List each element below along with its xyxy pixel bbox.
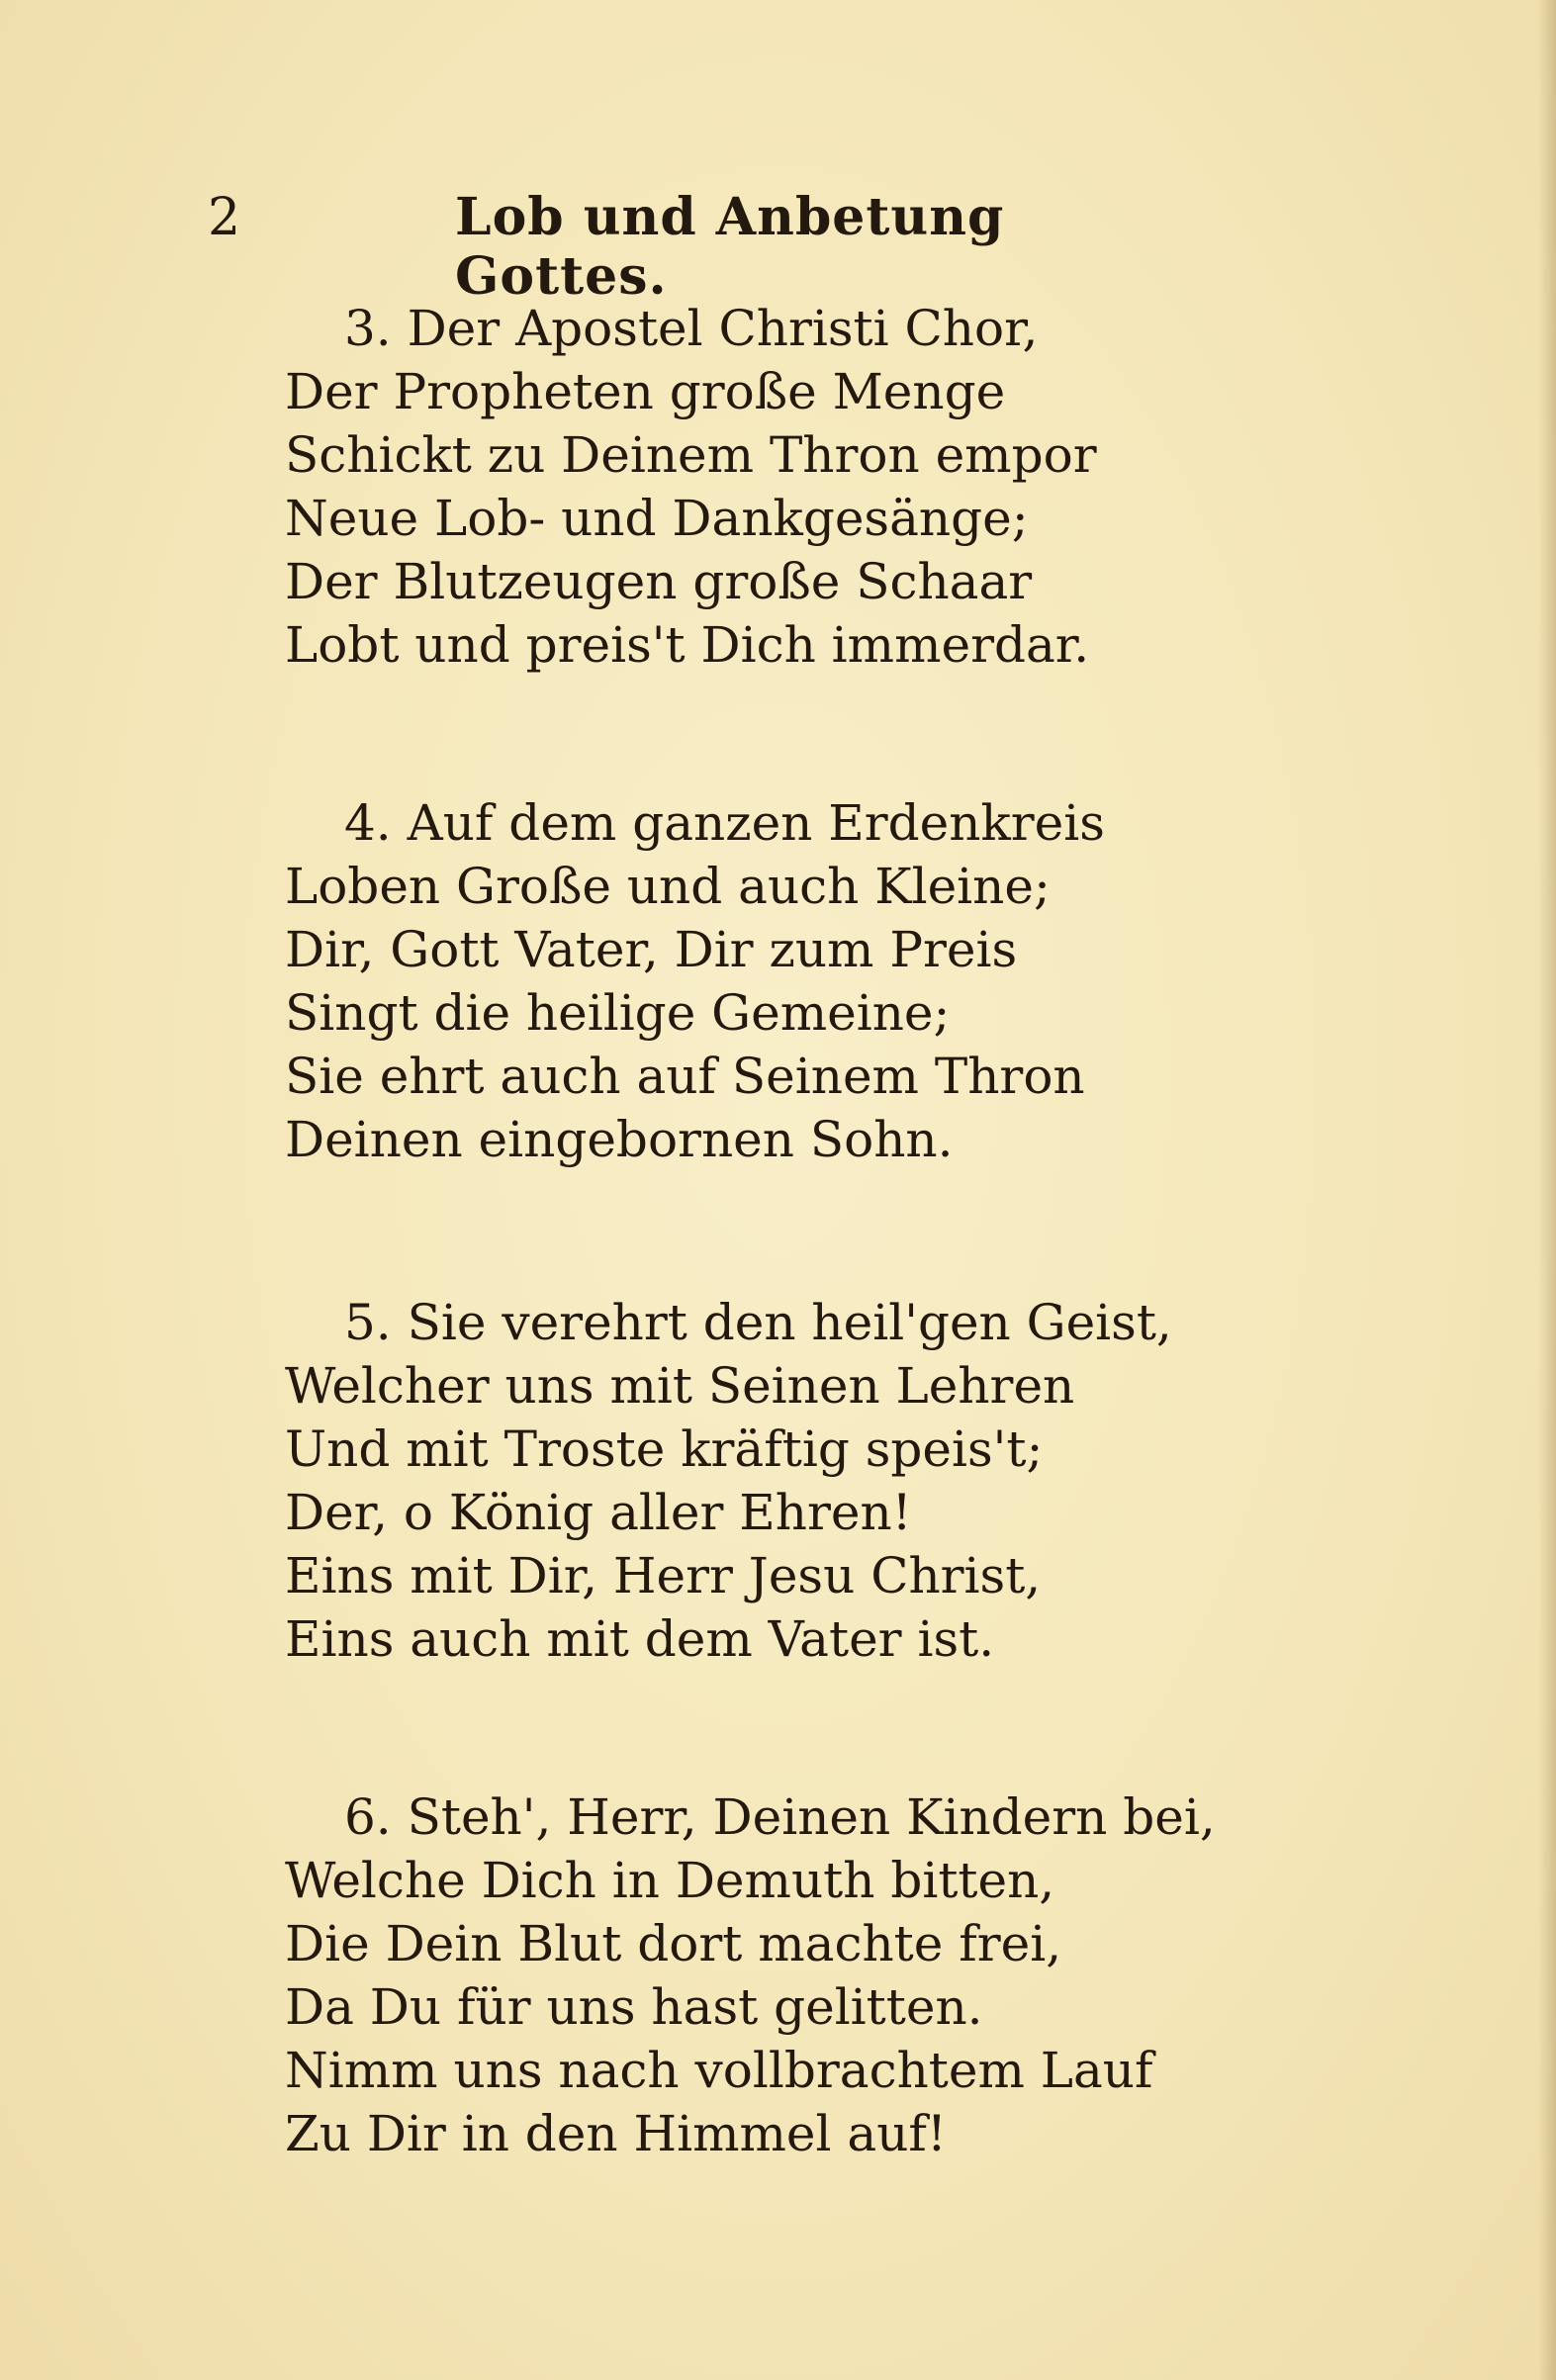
verse-line: Der Propheten große Menge	[285, 363, 1006, 420]
running-title: Lob und Anbetung Gottes.	[455, 187, 1005, 307]
verse-line: Und mit Troste kräftig speis't;	[285, 1420, 1044, 1478]
page-header	[208, 187, 1197, 307]
page-edge-shadow	[1538, 0, 1556, 2380]
verse-line: 5. Sie verehrt den heil'gen Geist,	[344, 1294, 1172, 1351]
verse-line: Singt die heilige Gemeine;	[285, 984, 951, 1042]
verse-line: Deinen eingebornen Sohn.	[285, 1111, 954, 1168]
stanza-3	[285, 297, 1324, 677]
verse-line: Da Du für uns hast gelitten.	[285, 1978, 983, 2036]
verse-line: Der, o König aller Ehren!	[285, 1484, 912, 1541]
verse-line: Der Blutzeugen große Schaar	[285, 553, 1033, 610]
verse-line: Welche Dich in Demuth bitten,	[285, 1852, 1055, 1909]
stanza-5	[285, 1291, 1324, 1671]
verse-line: 6. Steh', Herr, Deinen Kindern bei,	[344, 1788, 1216, 1846]
verse-line: Lobt und preis't Dich immerdar.	[285, 616, 1090, 674]
verse-line: 3. Der Apostel Christi Chor,	[344, 300, 1039, 357]
verse-line: Neue Lob- und Dankgesänge;	[285, 490, 1029, 547]
verse-line: Zu Dir in den Himmel auf!	[285, 2105, 947, 2162]
verse-line: Die Dein Blut dort machte frei,	[285, 1915, 1062, 1972]
verse-line: Welcher uns mit Seinen Lehren	[285, 1357, 1075, 1415]
page-number: 2	[208, 188, 241, 247]
verse-line: Eins auch mit dem Vater ist.	[285, 1610, 995, 1668]
verse-line: Schickt zu Deinem Thron empor	[285, 426, 1097, 484]
verse-line: Nimm uns nach vollbrachtem Lauf	[285, 2042, 1153, 2099]
verse-line: Sie ehrt auch auf Seinem Thron	[285, 1048, 1085, 1105]
stanza-4	[285, 791, 1324, 1171]
verse-line: Dir, Gott Vater, Dir zum Preis	[285, 921, 1018, 978]
verse-line: Eins mit Dir, Herr Jesu Christ,	[285, 1547, 1042, 1604]
verse-line: 4. Auf dem ganzen Erdenkreis	[344, 794, 1105, 852]
verse-line: Loben Große und auch Kleine;	[285, 858, 1051, 915]
stanza-6	[285, 1785, 1324, 2165]
